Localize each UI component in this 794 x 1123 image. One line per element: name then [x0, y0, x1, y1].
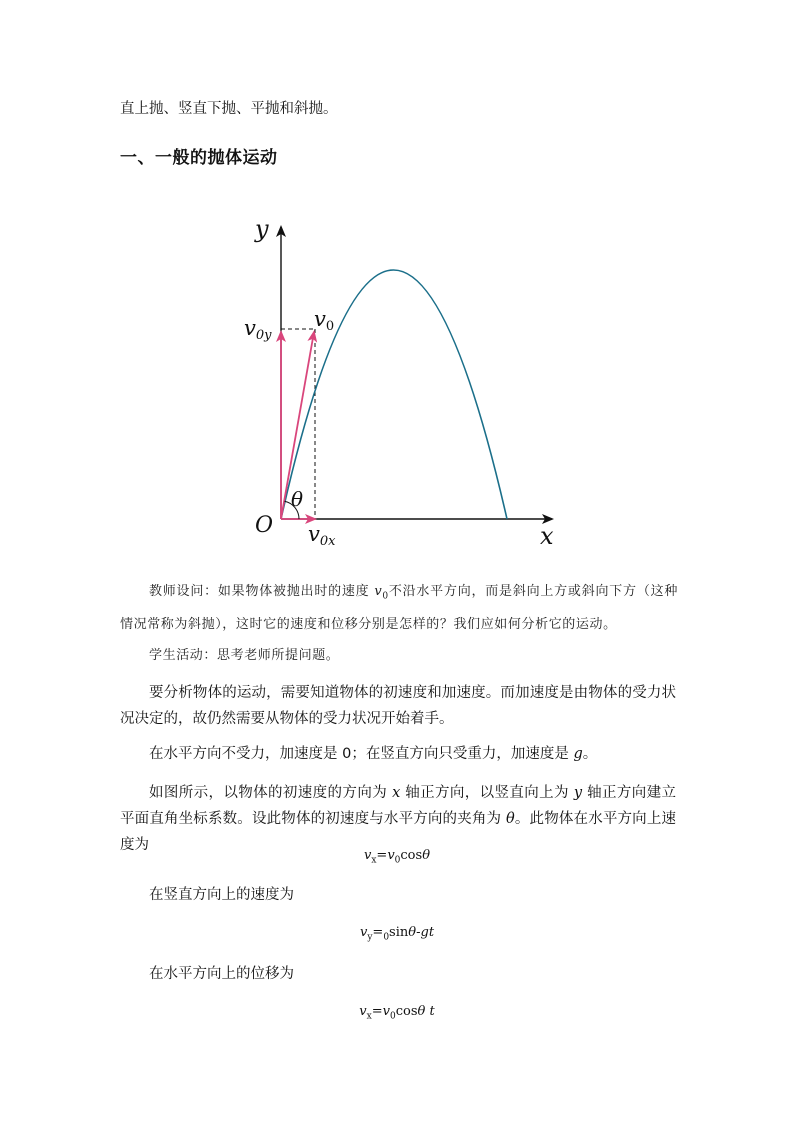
v0x-label: v0x [308, 522, 336, 549]
origin-label: O [255, 513, 274, 538]
teacher-question: 教师设问：如果物体被抛出时的速度 $v_0$不沿水平方向，而是斜向上方或斜向下方（这种情况常称为斜抛），这时它的速度和位移分别是怎样的？我们应如何分析它的运动。 [120, 584, 678, 632]
x-axis-label: x [540, 522, 554, 550]
paragraph-acceleration: 在水平方向不受力，加速度是 0；在竖直方向只受重力，加速度是 g。 [149, 746, 598, 762]
section-heading: 一、一般的抛体运动 [120, 148, 278, 168]
student-activity: 学生活动：思考老师所提问题。 [149, 648, 340, 663]
top-line: 直上抛、竖直下抛、平抛和斜抛。 [120, 101, 338, 117]
paragraph-coordinate-system: 如图所示，以物体的初速度的方向为 x 轴正方向，以竖直向上为 y 轴正方向建立平面直角坐标系数。设此物体的初速度与水平方向的夹角为 θ。此物体在水平方向上速度为 [120, 785, 677, 853]
formula-vertical-velocity: $v_y=_0\sin\theta-gt$ [359, 925, 435, 943]
label-horizontal-displacement: 在水平方向上的位移为 [149, 966, 294, 982]
formula-horizontal-displacement: $v_x=v_0\cos\theta$ t [359, 1004, 435, 1022]
v0y-label: v0y [244, 316, 272, 343]
v0-label: v0 [314, 307, 335, 334]
theta-label: θ [291, 487, 304, 511]
projectile-figure [230, 205, 570, 555]
label-vertical-velocity: 在竖直方向上的速度为 [149, 887, 294, 903]
paragraph-analysis: 要分析物体的运动，需要知道物体的初速度和加速度。而加速度是由物体的受力状况决定的，故仍然需要从物体的受力状况开始着手。 [120, 685, 676, 727]
formula-horizontal-velocity: $v_x=v_0\cos\theta$ [363, 848, 431, 866]
y-axis-label: y [255, 215, 269, 243]
